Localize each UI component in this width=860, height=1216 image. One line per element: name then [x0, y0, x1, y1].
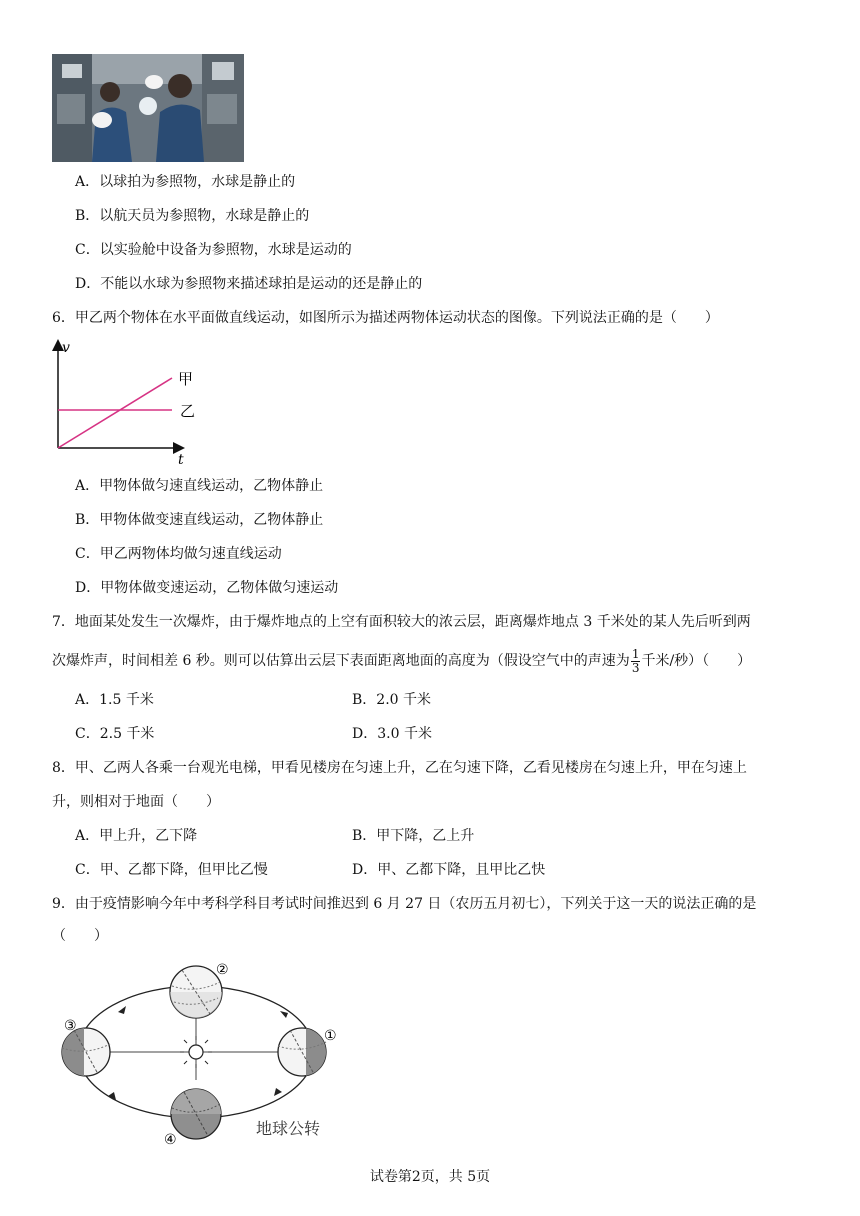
q7-option-c: C．2.5 千米 [75, 726, 155, 742]
q7-stem-pre: 次爆炸声，时间相差 6 秒。则可以估算出云层下表面距离地面的高度为（假设空气中的声速为 [52, 653, 630, 669]
position-label-4: ④ [164, 1132, 177, 1148]
fraction-denominator: 3 [631, 660, 640, 675]
earth-position-4 [171, 1089, 221, 1139]
position-label-1: ① [324, 1028, 337, 1044]
line-jia [58, 378, 172, 448]
q8-option-d: D．甲、乙都下降，且甲比乙快 [352, 862, 546, 878]
q8-option-b: B．甲下降，乙上升 [352, 828, 475, 844]
q6-vt-graph [48, 336, 208, 468]
q6-option-c: C．甲乙两物体均做匀速直线运动 [75, 546, 282, 562]
q9-stem-line1: 9．由于疫情影响今年中考科学科目考试时间推迟到 6 月 27 日（农历五月初七），下列关于这一天的说法正确的是 [52, 896, 757, 912]
x-axis-label: t [178, 452, 184, 468]
q8-stem-line2: 升，则相对于地面（ ） [52, 794, 220, 810]
q6-stem: 6．甲乙两个物体在水平面做直线运动，如图所示为描述两物体运动状态的图像。下列说法正确的是（ ） [52, 310, 719, 326]
q5-option-a: A．以球拍为参照物，水球是静止的 [75, 174, 296, 190]
q6-option-d: D．甲物体做变速运动，乙物体做匀速运动 [75, 580, 339, 596]
position-label-3: ③ [64, 1018, 77, 1034]
q8-stem-line1: 8．甲、乙两人各乘一台观光电梯，甲看见楼房在匀速上升，乙在匀速下降，乙看见楼房在匀速上升，甲在匀速上 [52, 760, 747, 776]
q5-option-d: D．不能以水球为参照物来描述球拍是运动的还是静止的 [75, 276, 423, 292]
q7-option-d: D．3.0 千米 [352, 726, 432, 742]
fraction-numerator: 1 [631, 646, 640, 661]
q8-option-c: C．甲、乙都下降，但甲比乙慢 [75, 862, 268, 878]
q7-option-a: A．1.5 千米 [75, 692, 154, 708]
q6-option-a: A．甲物体做匀速直线运动，乙物体静止 [75, 478, 324, 494]
position-label-2: ② [216, 962, 229, 978]
line-yi-label: 乙 [180, 402, 196, 420]
q5-option-b: B．以航天员为参照物，水球是静止的 [75, 208, 310, 224]
page-footer: 试卷第2页，共 5页 [369, 1169, 491, 1185]
astronaut-photo [52, 54, 244, 162]
q6-option-b: B．甲物体做变速直线运动，乙物体静止 [75, 512, 324, 528]
q7-stem-post: 千米/秒）（ ） [641, 653, 752, 669]
q9-stem-line2: （ ） [52, 928, 108, 944]
earth-revolution-diagram [56, 952, 356, 1152]
q8-option-a: A．甲上升，乙下降 [75, 828, 198, 844]
q5-option-c: C．以实验舱中设备为参照物，水球是运动的 [75, 242, 352, 258]
q7-stem-line1: 7．地面某处发生一次爆炸，由于爆炸地点的上空有面积较大的浓云层，距离爆炸地点 3 千米处的某人先后听到两 [52, 614, 751, 630]
y-axis-label: v [62, 340, 70, 356]
earth-position-2 [170, 966, 222, 1018]
q7-option-b: B．2.0 千米 [352, 692, 432, 708]
diagram-caption: 地球公转 [256, 1119, 321, 1138]
q7-stem-line2 [52, 644, 751, 678]
speed-fraction [631, 648, 641, 675]
line-jia-label: 甲 [178, 370, 194, 388]
earth-position-1 [278, 1026, 330, 1078]
